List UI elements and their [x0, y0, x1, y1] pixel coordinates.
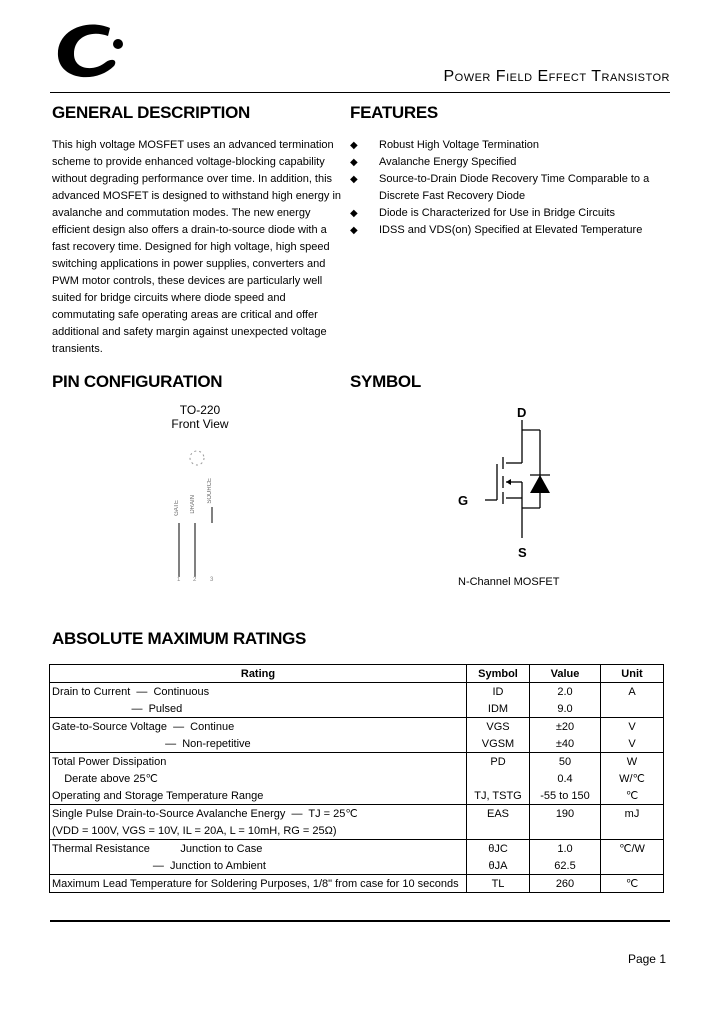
table-row [50, 683, 664, 701]
document-title: Power Field Effect Transistor [443, 68, 670, 85]
cell-unit: mJ [601, 805, 664, 823]
symbol-caption: N-Channel MOSFET [458, 576, 560, 588]
cell-value: 9.0 [530, 700, 601, 718]
column-header: Value [530, 665, 601, 683]
symbol-heading: SYMBOL [350, 372, 421, 391]
feature-item: ◆ IDSS and VDS(on) Specified at Elevated Temperature [350, 222, 660, 239]
cell-rating: Single Pulse Drain-to-Source Avalanche Energy — TJ = 25℃ [50, 805, 467, 823]
cell-symbol: θJC [467, 840, 530, 858]
table-row [50, 787, 664, 805]
feature-item: ◆ Avalanche Energy Specified [350, 154, 660, 171]
cell-rating: Derate above 25℃ [50, 770, 467, 787]
pin-number: 3 [210, 577, 214, 583]
package-name: TO-220 [179, 403, 221, 417]
general-description-text: This high voltage MOSFET uses an advanced termination scheme to provide enhanced voltage-blocking capability without degrading performance over time. In addition, this advanced MOSFET is designed to withstand high energy in avalanche and commutation modes. The new energy efficient design also offers a drain-to-source diode with a fast recovery time. Designed for high voltage, high speed switching applications in power supplies, converters and PWM motor controls, these devices are particularly well suited for bridge circuits where diode speed and commutating safe operating areas are critical and offer additional and safety margin against unexpected voltage transients. [52, 139, 342, 355]
cell-unit [601, 822, 664, 840]
footer-divider [50, 920, 670, 922]
company-logo [52, 20, 132, 86]
table-row [50, 718, 664, 736]
table-row [50, 735, 664, 753]
cell-rating: — Pulsed [50, 700, 467, 718]
cell-symbol: VGS [467, 718, 530, 736]
gate-label: G [458, 493, 469, 508]
cell-symbol: TL [467, 875, 530, 893]
features-list [350, 137, 660, 239]
ratings-table [49, 664, 664, 893]
cell-value [530, 822, 601, 840]
pin-configuration-heading: PIN CONFIGURATION [52, 372, 223, 391]
pin-label-gate: GATE [174, 500, 180, 516]
table-row [50, 770, 664, 787]
table-row [50, 753, 664, 771]
mosfet-symbol [470, 420, 560, 545]
cell-rating: (VDD = 100V, VGS = 10V, IL = 20A, L = 10mH, RG = 25Ω) [50, 822, 467, 840]
page-number: Page 1 [627, 952, 666, 966]
column-header: Unit [601, 665, 664, 683]
pin-label-drain: DRAIN [190, 495, 196, 514]
table-row [50, 805, 664, 823]
pin-label-source: SOURCE [207, 478, 213, 504]
ratings-heading: ABSOLUTE MAXIMUM RATINGS [52, 629, 307, 648]
cell-unit: V [601, 718, 664, 736]
cell-unit: ℃/W [601, 840, 664, 858]
cell-rating: Total Power Dissipation [50, 753, 467, 771]
cell-unit: A [601, 683, 664, 701]
cell-unit: ℃ [601, 875, 664, 893]
header-divider [50, 92, 670, 93]
table-row [50, 857, 664, 875]
feature-item: ◆ Source-to-Drain Diode Recovery Time Comparable to a Discrete Fast Recovery Diode [350, 173, 650, 202]
drain-label: D [517, 405, 527, 420]
feature-item: ◆ Robust High Voltage Termination [350, 137, 660, 154]
cell-value: -55 to 150 [530, 787, 601, 805]
cell-value: 190 [530, 805, 601, 823]
package-view: Front View [171, 417, 229, 431]
pin-number: 1 [177, 577, 181, 583]
cell-value: 0.4 [530, 770, 601, 787]
cell-value: ±20 [530, 718, 601, 736]
column-header: Symbol [467, 665, 530, 683]
cell-unit: W [601, 753, 664, 771]
cell-rating: Maximum Lead Temperature for Soldering Purposes, 1/8" from case for 10 seconds [50, 875, 467, 893]
table-row [50, 700, 664, 718]
cell-unit: V [601, 735, 664, 753]
general-description-heading: GENERAL DESCRIPTION [52, 103, 251, 122]
features-heading: FEATURES [350, 103, 438, 122]
cell-symbol: IDM [467, 700, 530, 718]
cell-rating: Drain to Current — Continuous [50, 683, 467, 701]
cell-rating: Gate-to-Source Voltage — Continue [50, 718, 467, 736]
cell-symbol: θJA [467, 857, 530, 875]
cell-unit [601, 700, 664, 718]
cell-rating: Thermal Resistance Junction to Case [50, 840, 467, 858]
column-header: Rating [50, 665, 467, 683]
cell-symbol [467, 822, 530, 840]
to220-pin-diagram [170, 445, 230, 590]
source-label: S [518, 545, 527, 560]
cell-value: 260 [530, 875, 601, 893]
table-header-row [50, 665, 664, 683]
bullet-icon: ◆ [350, 157, 358, 168]
feature-item: ◆ Diode is Characterized for Use in Bridge Circuits [350, 205, 660, 222]
cell-symbol: VGSM [467, 735, 530, 753]
cell-rating: Operating and Storage Temperature Range [50, 787, 467, 805]
cell-value: 1.0 [530, 840, 601, 858]
cell-value: 62.5 [530, 857, 601, 875]
cell-symbol: ID [467, 683, 530, 701]
bullet-icon: ◆ [350, 140, 358, 151]
table-row [50, 875, 664, 893]
cell-unit: ℃ [601, 787, 664, 805]
table-row [50, 840, 664, 858]
cell-value: 50 [530, 753, 601, 771]
cell-unit: W/℃ [601, 770, 664, 787]
cell-rating: — Non-repetitive [50, 735, 467, 753]
cell-symbol [467, 770, 530, 787]
cell-value: 2.0 [530, 683, 601, 701]
cell-value: ±40 [530, 735, 601, 753]
cell-symbol: TJ, TSTG [467, 787, 530, 805]
bullet-icon: ◆ [350, 174, 358, 185]
cell-symbol: PD [467, 753, 530, 771]
cell-symbol: EAS [467, 805, 530, 823]
table-row [50, 822, 664, 840]
bullet-icon: ◆ [350, 208, 358, 219]
cell-rating: — Junction to Ambient [50, 857, 467, 875]
cell-unit [601, 857, 664, 875]
package-label [160, 403, 240, 431]
pin-number: 2 [193, 577, 197, 583]
bullet-icon: ◆ [350, 225, 358, 236]
